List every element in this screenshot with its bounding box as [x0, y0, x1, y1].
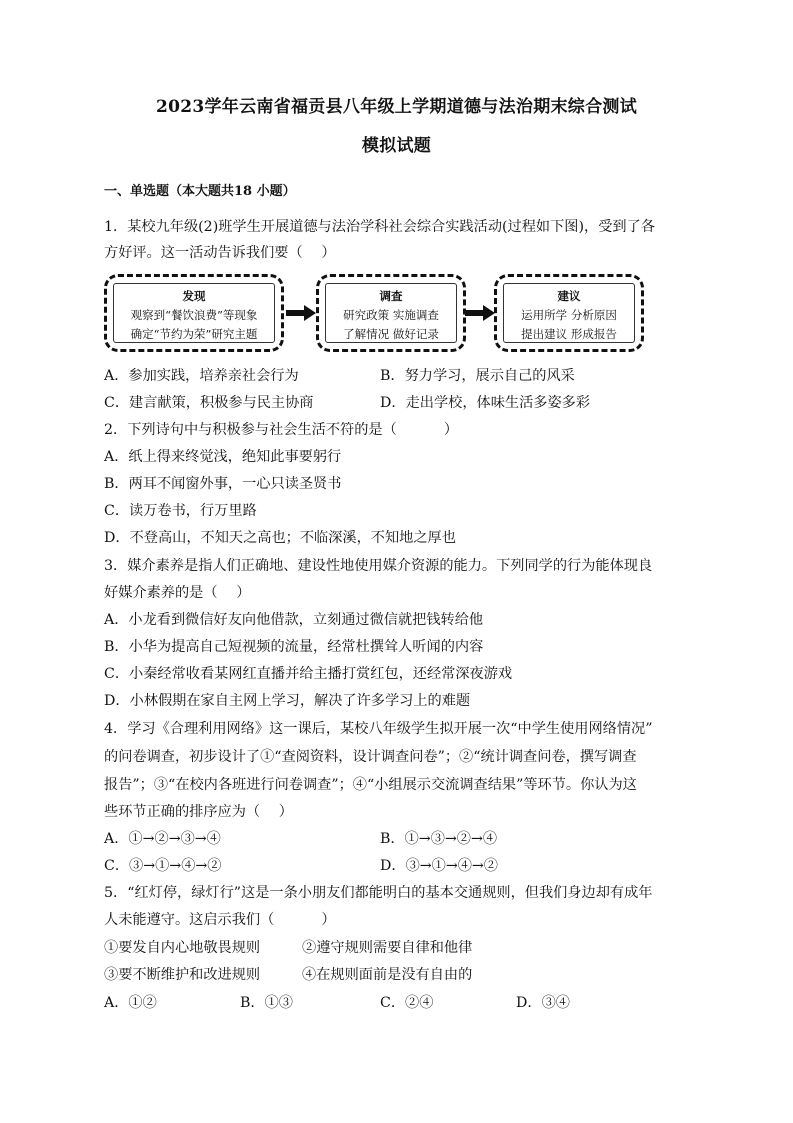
q3-option-d[interactable]: D．小林假期在家自主网上学习，解决了许多学习上的难题: [104, 693, 471, 709]
q4-stem-line1: 4．学习《合理利用网络》这一课后，某校八年级学生拟开展一次“中学生使用网络情况”: [104, 721, 653, 737]
flow-box-text: 运用所学 分析原因: [521, 308, 617, 322]
flow-box-text: 提出建议 形成报告: [521, 327, 617, 341]
section-heading: 一、单选题（本大题共18 小题）: [104, 184, 296, 199]
q1-option-b[interactable]: B．努力学习，展示自己的风采: [380, 368, 575, 384]
q5-option-a[interactable]: A．①②: [104, 995, 157, 1011]
q1-option-c[interactable]: C．建言献策，积极参与民主协商: [104, 395, 314, 411]
flow-arrow-icon: [286, 305, 316, 321]
q3-stem-line1: 3．媒介素养是指人们正确地、建设性地使用媒介资源的能力。下列同学的行为能体现良: [104, 558, 653, 574]
q3-option-a[interactable]: A．小龙看到微信好友向他借款，立刻通过微信就把钱转给他: [104, 612, 484, 628]
q2-option-c[interactable]: C．读万卷书，行万里路: [104, 503, 257, 519]
q5-statement-1: ①要发自内心地敬畏规则: [104, 940, 261, 956]
q5-option-d[interactable]: D．③④: [516, 995, 570, 1011]
q2-option-d[interactable]: D．不登高山，不知天之高也；不临深溪，不知地之厚也: [104, 530, 456, 546]
q1-option-a[interactable]: A．参加实践，培养亲社会行为: [104, 368, 299, 384]
flow-box-discover: [104, 274, 284, 352]
q5-statement-2: ②遵守规则需要自律和他律: [302, 940, 473, 956]
exam-subtitle: 模拟试题: [361, 136, 432, 156]
q5-stem-line2: 人未能遵守。这启示我们（ ）: [104, 912, 336, 928]
q1-stem-line1: 1．某校九年级(2)班学生开展道德与法治学科社会综合实践活动(过程如下图)，受到了各: [104, 219, 655, 235]
q3-option-b[interactable]: B．小华为提高自己短视频的流量，经常杜撰耸人听闻的内容: [104, 639, 484, 655]
flow-box-title: 发现: [182, 289, 206, 303]
flow-box-text: 研究政策 实施调查: [343, 308, 439, 322]
q5-statement-4: ④在规则面前是没有自由的: [302, 967, 473, 983]
flow-box-text: 了解情况 做好记录: [343, 327, 439, 341]
flow-box-text: 确定“节约为荣”研究主题: [130, 327, 258, 341]
q5-stem-line1: 5．“红灯停，绿灯行”这是一条小朋友们都能明白的基本交通规则，但我们身边却有成年: [104, 885, 653, 901]
q3-option-c[interactable]: C．小秦经常收看某网红直播并给主播打赏红包，还经常深夜游戏: [104, 666, 513, 682]
q2-option-a[interactable]: A．纸上得来终觉浅，绝知此事要躬行: [104, 449, 342, 465]
q4-option-c[interactable]: C．③→①→④→②: [104, 858, 222, 874]
flow-box-text: 观察到“餐饮浪费”等现象: [130, 308, 258, 322]
q4-option-a[interactable]: A．①→②→③→④: [104, 831, 221, 847]
q4-option-d[interactable]: D．③→①→④→②: [380, 858, 498, 874]
q2-option-b[interactable]: B．两耳不闻窗外事，一心只读圣贤书: [104, 476, 342, 492]
q2-stem: 2．下列诗句中与积极参与社会生活不符的是（ ）: [104, 422, 459, 438]
flow-box-suggest: [494, 274, 644, 352]
q4-stem-line4: 些环节正确的排序应为（ ）: [104, 804, 293, 820]
exam-title: 2023学年云南省福贡县八年级上学期道德与法治期末综合测试: [155, 97, 637, 117]
q5-option-c[interactable]: C．②④: [380, 995, 434, 1011]
q4-stem-line2: 的问卷调查，初步设计了①“查阅资料，设计调查问卷”；②“统计调查问卷，撰写调查: [104, 749, 637, 765]
q4-stem-line3: 报告”；③“在校内各班进行问卷调查”；④“小组展示交流调查结果”等环节。你认为这: [104, 777, 637, 793]
q1-option-d[interactable]: D．走出学校，体味生活多姿多彩: [380, 395, 591, 411]
q4-option-b[interactable]: B．①→③→②→④: [380, 831, 498, 847]
q5-statement-3: ③要不断维护和改进规则: [104, 967, 261, 983]
flow-box-investigate: [316, 274, 466, 352]
flow-arrow-icon: [465, 305, 495, 321]
q5-option-b[interactable]: B．①③: [240, 995, 293, 1011]
q1-stem-line2: 方好评。这一活动告诉我们要（ ）: [104, 245, 336, 261]
flow-box-title: 调查: [379, 289, 403, 303]
q1-flow-diagram: [104, 274, 644, 356]
flow-box-title: 建议: [557, 289, 581, 303]
q3-stem-line2: 好媒介素养的是（ ）: [104, 585, 251, 601]
